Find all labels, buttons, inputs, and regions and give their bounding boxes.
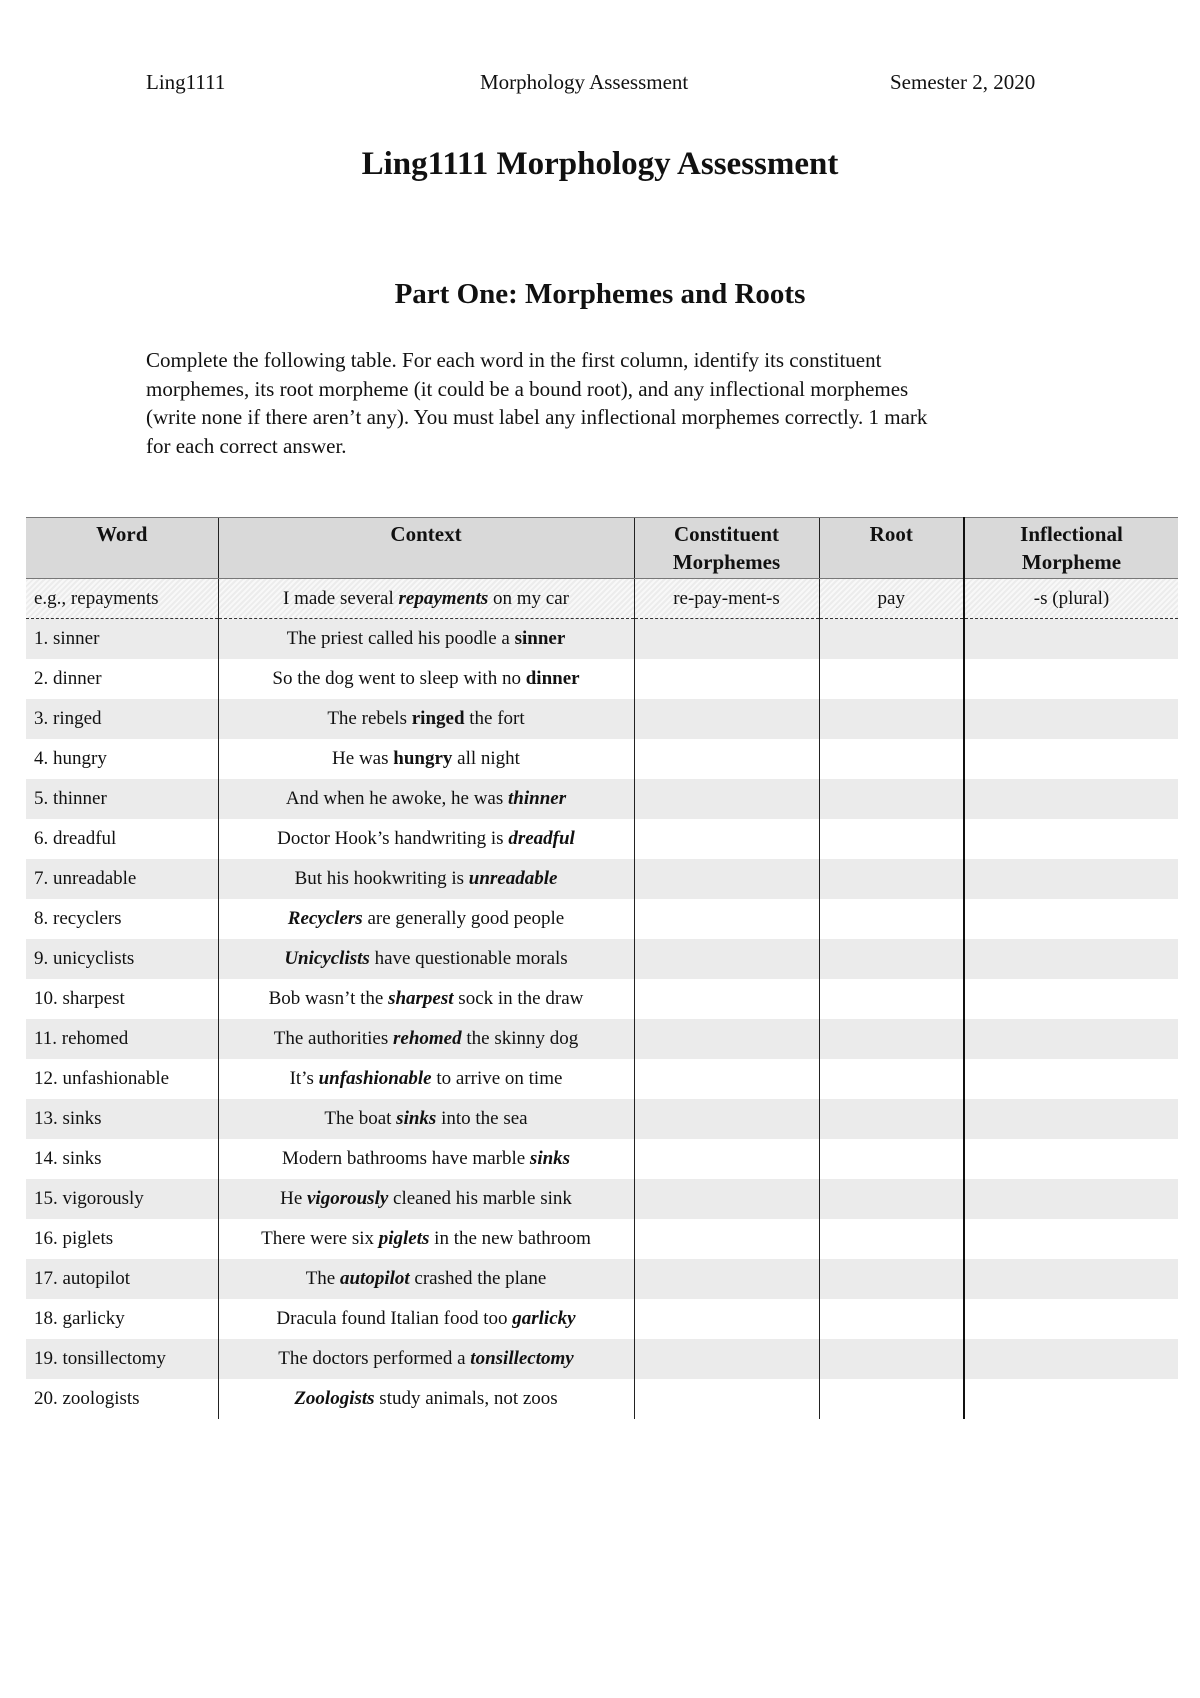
- constituent-morphemes-answer-cell[interactable]: [634, 1379, 819, 1419]
- context-cell: [218, 659, 634, 699]
- example-row: [26, 579, 1178, 619]
- root-answer-cell[interactable]: [819, 1299, 964, 1339]
- context-text: sock in the draw: [453, 988, 584, 1009]
- inflectional-morpheme-answer-cell[interactable]: [964, 899, 1178, 939]
- table-row: [26, 1139, 1178, 1179]
- table-row: [26, 819, 1178, 859]
- word-cell: 7. unreadable: [26, 859, 218, 899]
- context-text: He: [280, 1188, 307, 1209]
- root-answer-cell[interactable]: [819, 1099, 964, 1139]
- table-row: [26, 739, 1178, 779]
- example-root: pay: [819, 579, 964, 619]
- page-header: [0, 70, 1200, 100]
- context-target-word: vigorously: [307, 1188, 389, 1209]
- inflectional-morpheme-answer-cell[interactable]: [964, 1379, 1178, 1419]
- context-text: have questionable morals: [369, 948, 568, 969]
- context-cell: [218, 979, 634, 1019]
- context-text: The priest called his poodle a: [286, 628, 515, 649]
- inflectional-morpheme-answer-cell[interactable]: [964, 939, 1178, 979]
- inflectional-morpheme-answer-cell[interactable]: [964, 1019, 1178, 1059]
- context-text: It’s: [289, 1068, 319, 1089]
- morphology-table: [26, 517, 1178, 1419]
- constituent-morphemes-answer-cell[interactable]: [634, 1299, 819, 1339]
- constituent-morphemes-answer-cell[interactable]: [634, 1139, 819, 1179]
- root-answer-cell[interactable]: [819, 939, 964, 979]
- instructions-line: (write none if there aren’t any). You must label any inflectional morphemes correctly. 1 mark: [146, 405, 928, 429]
- constituent-morphemes-answer-cell[interactable]: [634, 1059, 819, 1099]
- constituent-morphemes-answer-cell[interactable]: [634, 779, 819, 819]
- table-row: [26, 939, 1178, 979]
- context-text: the fort: [464, 708, 525, 729]
- inflectional-morpheme-answer-cell[interactable]: [964, 619, 1178, 660]
- context-text: Modern bathrooms have marble: [281, 1148, 530, 1169]
- context-text: cleaned his marble sink: [388, 1188, 572, 1209]
- context-target-word: tonsillectomy: [470, 1348, 574, 1369]
- context-target-word: Recyclers: [287, 908, 363, 929]
- column-header-constituent-morphemes: Constituent Morphemes: [634, 518, 819, 579]
- constituent-morphemes-answer-cell[interactable]: [634, 1219, 819, 1259]
- inflectional-morpheme-answer-cell[interactable]: [964, 1139, 1178, 1179]
- instructions-line: morphemes, its root morpheme (it could be a bound root), and any inflectional morphemes: [146, 376, 909, 401]
- inflectional-morpheme-answer-cell[interactable]: [964, 1179, 1178, 1219]
- word-cell: 17. autopilot: [26, 1259, 218, 1299]
- table-row: [26, 779, 1178, 819]
- context-target-word: repayments: [398, 587, 489, 609]
- root-answer-cell[interactable]: [819, 1139, 964, 1179]
- inflectional-morpheme-answer-cell[interactable]: [964, 1099, 1178, 1139]
- table-row: [26, 859, 1178, 899]
- context-cell: [218, 1379, 634, 1419]
- inflectional-morpheme-answer-cell[interactable]: [964, 1059, 1178, 1099]
- context-text: in the new bathroom: [429, 1228, 591, 1249]
- header-semester: Semester 2, 2020: [890, 70, 1036, 94]
- table-row: [26, 1179, 1178, 1219]
- constituent-morphemes-answer-cell[interactable]: [634, 899, 819, 939]
- word-cell: 13. sinks: [26, 1099, 218, 1139]
- section-title: Part One: Morphemes and Roots: [394, 278, 806, 310]
- context-target-word: unreadable: [468, 868, 558, 889]
- root-answer-cell[interactable]: [819, 859, 964, 899]
- inflectional-morpheme-answer-cell[interactable]: [964, 779, 1178, 819]
- constituent-morphemes-answer-cell[interactable]: [634, 1339, 819, 1379]
- inflectional-morpheme-answer-cell[interactable]: [964, 1259, 1178, 1299]
- root-answer-cell[interactable]: [819, 1219, 964, 1259]
- constituent-morphemes-answer-cell[interactable]: [634, 699, 819, 739]
- inflectional-morpheme-answer-cell[interactable]: [964, 979, 1178, 1019]
- table-row: [26, 979, 1178, 1019]
- context-target-word: dinner: [525, 668, 580, 689]
- context-target-word: hungry: [393, 748, 453, 769]
- context-cell: [218, 1019, 634, 1059]
- word-cell: 9. unicyclists: [26, 939, 218, 979]
- instructions-line: Complete the following table. For each word in the first column, identify its constituent: [146, 348, 882, 372]
- context-text: The rebels: [327, 708, 412, 729]
- context-cell: [218, 1099, 634, 1139]
- context-target-word: rehomed: [393, 1028, 462, 1049]
- constituent-morphemes-answer-cell[interactable]: [634, 739, 819, 779]
- table-row: [26, 1219, 1178, 1259]
- inflectional-morpheme-answer-cell[interactable]: [964, 1299, 1178, 1339]
- context-text: There were six: [261, 1228, 379, 1249]
- constituent-morphemes-answer-cell[interactable]: [634, 939, 819, 979]
- example-word: e.g., repayments: [26, 579, 218, 619]
- word-cell: 8. recyclers: [26, 899, 218, 939]
- context-target-word: thinner: [508, 788, 567, 809]
- document-title: Ling1111 Morphology Assessment: [361, 146, 839, 182]
- word-cell: 5. thinner: [26, 779, 218, 819]
- root-answer-cell[interactable]: [819, 1019, 964, 1059]
- context-target-word: autopilot: [339, 1268, 410, 1289]
- table-row: [26, 1259, 1178, 1299]
- word-cell: 18. garlicky: [26, 1299, 218, 1339]
- context-cell: [218, 899, 634, 939]
- word-cell: 19. tonsillectomy: [26, 1339, 218, 1379]
- header-document-name: Morphology Assessment: [480, 70, 689, 94]
- table-row: [26, 1379, 1178, 1419]
- word-cell: 2. dinner: [26, 659, 218, 699]
- word-cell: 10. sharpest: [26, 979, 218, 1019]
- context-target-word: ringed: [411, 708, 465, 729]
- context-target-word: Zoologists: [294, 1388, 375, 1409]
- header-course-code: Ling1111: [146, 70, 226, 94]
- context-text: study animals, not zoos: [374, 1388, 558, 1409]
- root-answer-cell[interactable]: [819, 1259, 964, 1299]
- word-cell: 20. zoologists: [26, 1379, 218, 1419]
- context-text: on my car: [488, 587, 569, 609]
- context-cell: [218, 819, 634, 859]
- column-header-inflectional-morpheme: Inflectional Morpheme: [964, 518, 1178, 579]
- inflectional-morpheme-answer-cell[interactable]: [964, 739, 1178, 779]
- word-cell: 4. hungry: [26, 739, 218, 779]
- table-row: [26, 619, 1178, 660]
- column-header-root: Root: [819, 518, 964, 579]
- root-answer-cell[interactable]: [819, 979, 964, 1019]
- word-cell: 12. unfashionable: [26, 1059, 218, 1099]
- root-answer-cell[interactable]: [819, 1379, 964, 1419]
- context-text: the skinny dog: [461, 1028, 579, 1049]
- word-cell: 6. dreadful: [26, 819, 218, 859]
- root-answer-cell[interactable]: [819, 819, 964, 859]
- context-text: But his hookwriting is: [294, 868, 469, 889]
- instructions-paragraph: [146, 346, 1066, 460]
- context-cell: [218, 1179, 634, 1219]
- table-header-row: [26, 518, 1178, 579]
- constituent-morphemes-answer-cell[interactable]: [634, 659, 819, 699]
- context-text: all night: [452, 748, 520, 769]
- word-cell: 11. rehomed: [26, 1019, 218, 1059]
- table-row: [26, 1059, 1178, 1099]
- context-cell: [218, 1059, 634, 1099]
- context-cell: [218, 739, 634, 779]
- context-text: Bob wasn’t the: [268, 988, 389, 1009]
- context-target-word: unfashionable: [318, 1068, 432, 1089]
- context-cell: [218, 1339, 634, 1379]
- context-text: Dracula found Italian food too: [276, 1308, 513, 1329]
- context-cell: [218, 859, 634, 899]
- column-header-context: Context: [218, 518, 634, 579]
- table-row: [26, 1339, 1178, 1379]
- context-text: The boat: [324, 1108, 397, 1129]
- root-answer-cell[interactable]: [819, 1179, 964, 1219]
- inflectional-morpheme-answer-cell[interactable]: [964, 859, 1178, 899]
- root-answer-cell[interactable]: [819, 779, 964, 819]
- context-cell: [218, 1259, 634, 1299]
- example-constituent-morphemes: re-pay-ment-s: [634, 579, 819, 619]
- constituent-morphemes-answer-cell[interactable]: [634, 1259, 819, 1299]
- context-text: And when he awoke, he was: [285, 788, 509, 809]
- context-target-word: sinks: [396, 1108, 437, 1129]
- context-target-word: garlicky: [512, 1308, 576, 1329]
- word-cell: 1. sinner: [26, 619, 218, 660]
- context-cell: [218, 619, 634, 660]
- constituent-morphemes-answer-cell[interactable]: [634, 819, 819, 859]
- table-row: [26, 1099, 1178, 1139]
- context-text: to arrive on time: [431, 1068, 563, 1089]
- context-text: into the sea: [436, 1108, 528, 1129]
- table-row: [26, 699, 1178, 739]
- constituent-morphemes-answer-cell[interactable]: [634, 1179, 819, 1219]
- constituent-morphemes-answer-cell[interactable]: [634, 619, 819, 660]
- context-text: The authorities: [273, 1028, 393, 1049]
- table-row: [26, 1019, 1178, 1059]
- context-text: The: [305, 1268, 340, 1289]
- root-answer-cell[interactable]: [819, 899, 964, 939]
- root-answer-cell[interactable]: [819, 1339, 964, 1379]
- context-target-word: sharpest: [388, 988, 454, 1009]
- constituent-morphemes-answer-cell[interactable]: [634, 1099, 819, 1139]
- constituent-morphemes-answer-cell[interactable]: [634, 1019, 819, 1059]
- context-cell: [218, 779, 634, 819]
- context-text: The doctors performed a: [278, 1348, 471, 1369]
- context-target-word: piglets: [378, 1228, 430, 1249]
- root-answer-cell[interactable]: [819, 659, 964, 699]
- inflectional-morpheme-answer-cell[interactable]: [964, 819, 1178, 859]
- context-cell: [218, 1219, 634, 1259]
- context-target-word: Unicyclists: [284, 948, 370, 969]
- context-cell: [218, 1299, 634, 1339]
- root-answer-cell[interactable]: [819, 699, 964, 739]
- table-row: [26, 1299, 1178, 1339]
- inflectional-morpheme-answer-cell[interactable]: [964, 1339, 1178, 1379]
- table-row: [26, 899, 1178, 939]
- context-target-word: sinks: [529, 1148, 571, 1169]
- column-header-word: Word: [26, 518, 218, 579]
- context-text: Doctor Hook’s handwriting is: [277, 828, 509, 849]
- instructions-line: for each correct answer.: [146, 433, 347, 458]
- context-target-word: sinner: [514, 628, 566, 649]
- word-cell: 16. piglets: [26, 1219, 218, 1259]
- example-inflectional-morpheme: -s (plural): [964, 579, 1178, 619]
- context-target-word: dreadful: [508, 828, 575, 849]
- context-text: I made several: [283, 587, 399, 609]
- word-cell: 14. sinks: [26, 1139, 218, 1179]
- root-answer-cell[interactable]: [819, 739, 964, 779]
- root-answer-cell[interactable]: [819, 1059, 964, 1099]
- context-text: crashed the plane: [409, 1268, 547, 1289]
- word-cell: 15. vigorously: [26, 1179, 218, 1219]
- constituent-morphemes-answer-cell[interactable]: [634, 859, 819, 899]
- example-context: [218, 579, 634, 619]
- context-cell: [218, 939, 634, 979]
- constituent-morphemes-answer-cell[interactable]: [634, 979, 819, 1019]
- context-text: are generally good people: [362, 908, 565, 929]
- inflectional-morpheme-answer-cell[interactable]: [964, 1219, 1178, 1259]
- inflectional-morpheme-answer-cell[interactable]: [964, 699, 1178, 739]
- table-row: [26, 659, 1178, 699]
- root-answer-cell[interactable]: [819, 619, 964, 660]
- context-cell: [218, 1139, 634, 1179]
- inflectional-morpheme-answer-cell[interactable]: [964, 659, 1178, 699]
- context-text: He was: [332, 748, 394, 769]
- context-text: So the dog went to sleep with no: [272, 668, 526, 689]
- word-cell: 3. ringed: [26, 699, 218, 739]
- context-cell: [218, 699, 634, 739]
